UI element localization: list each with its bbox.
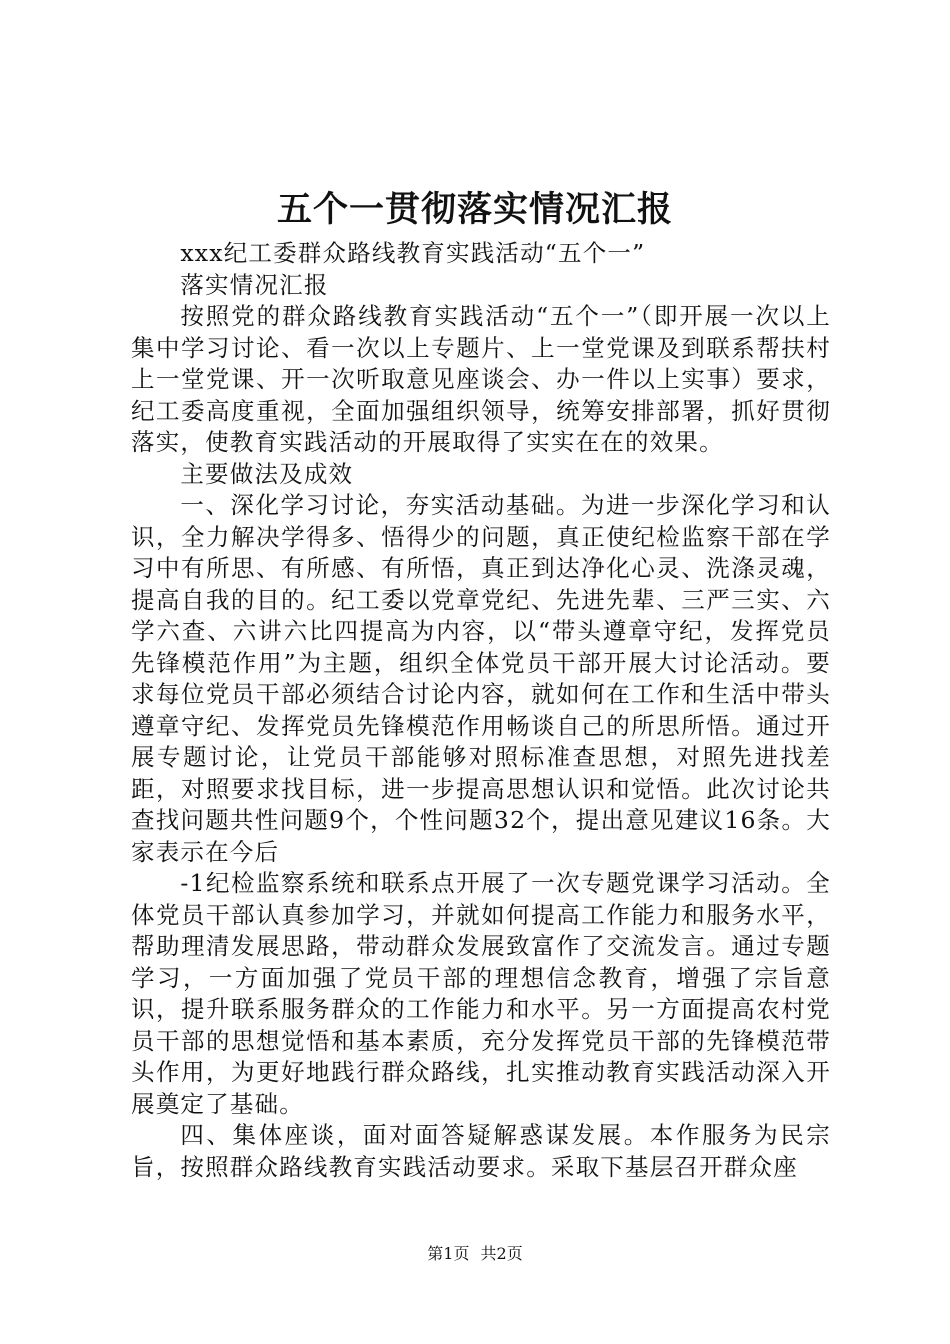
paragraph-party-lesson: -1纪检监察系统和联系点开展了一次专题党课学习活动。全体党员干部认真参加学习，并就如何提高工作能力和服务水平，帮助理清发展思路，带动群众发展致富作了交流发言。通过专题学习，一方面加强了党员干部的理想信念教育，增强了宗旨意识，提升联系服务群众的工作能力和水平。另一方面提高农村党员干部的思想觉悟和基本素质，充分发挥党员干部的先锋模范带头作用，为更好地践行群众路线，扎实推动教育实践活动深入开展奠定了基础。 [131,869,831,1118]
paragraph-section-4: 四、集体座谈，面对面答疑解惑谋发展。本作服务为民宗旨，按照群众路线教育实践活动要求。采取下基层召开群众座 [131,1121,831,1181]
page-number-current: 第1页 [427,1244,470,1263]
page-number-total: 共2页 [480,1244,523,1263]
document-body [131,238,831,1183]
paragraph-heading-line-2: 落实情况汇报 [180,270,329,299]
paragraph-heading-line-1: xxx纪工委群众路线教育实践活动“五个一” [180,239,646,267]
paragraph-section-1: 一、深化学习讨论，夯实活动基础。为进一步深化学习和认识，全力解决学得多、悟得少的问题，真正使纪检监察干部在学习中有所思、有所感、有所悟，真正到达净化心灵、洗涤灵魂，提高自我的目的。纪工委以党章党纪、先进先辈、三严三实、六学六查、六讲六比四提高为内容，以“带头遵章守纪，发挥党员先锋模范作用”为主题，组织全体党员干部开展大讨论活动。要求每位党员干部必须结合讨论内容，就如何在工作和生活中带头遵章守纪、发挥党员先锋模范作用畅谈自己的所思所悟。通过开展专题讨论，让党员干部能够对照标准查思想，对照先进找差距，对照要求找目标，进一步提高思想认识和觉悟。此次讨论共查找问题共性问题9个，个性问题32个，提出意见建议16条。大家表示在今后 [131,491,831,866]
section-heading: 主要做法及成效 [180,459,354,488]
paragraph-intro: 按照党的群众路线教育实践活动“五个一”（即开展一次以上集中学习讨论、看一次以上专题片、上一堂党课及到联系帮扶村上一堂党课、开一次听取意见座谈会、办一件以上实事）要求，纪工委高度重视，全面加强组织领导，统筹安排部署，抓好贯彻落实，使教育实践活动的开展取得了实实在在的效果。 [131,302,831,456]
document-title: 五个一贯彻落实情况汇报 [276,189,673,230]
page-footer [0,1243,950,1265]
